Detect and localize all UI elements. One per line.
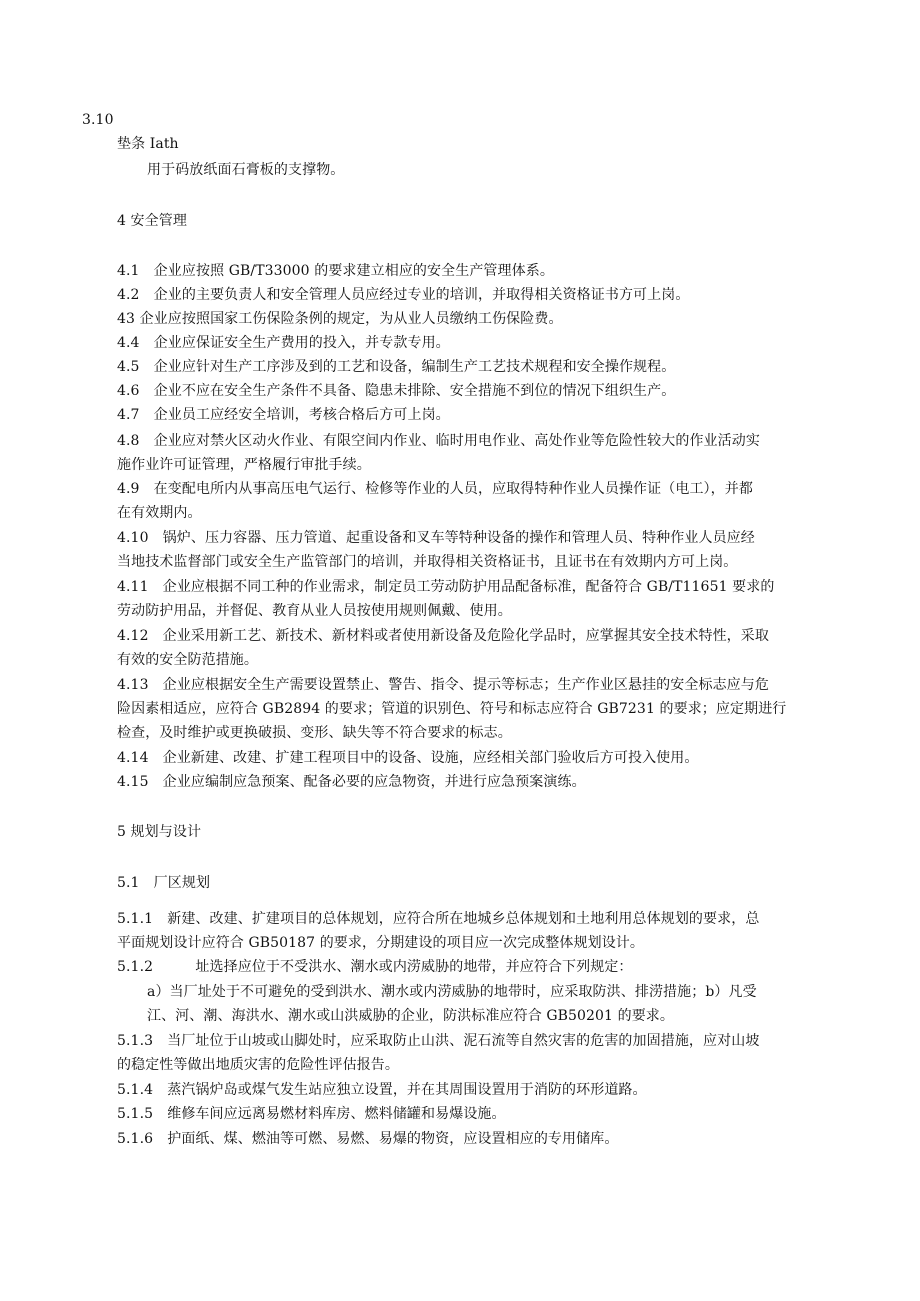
clause-4-13-cont-2: 检查，及时维护或更换破损、变形、缺失等不符合要求的标志。: [117, 725, 512, 741]
clause-4-6: 4.6 企业不应在安全生产条件不具备、隐患未排除、安全措施不到位的情况下组织生产。: [117, 383, 676, 399]
clause-5-1-4: 5.1.4 蒸汽锅炉岛或煤气发生站应独立设置，并在其周围设置用于消防的环形道路。: [117, 1082, 647, 1098]
clause-4-10: 4.10 锅炉、压力容器、压力管道、起重设备和叉车等特种设备的操作和管理人员、特种作业人员应经: [117, 530, 755, 546]
clause-4-7: 4.7 企业员工应经安全培训，考核合格后方可上岗。: [117, 407, 450, 423]
clause-4-10-cont: 当地技术监督部门或安全生产监管部门的培训，并取得相关资格证书，且证书在有效期内方可上岗。: [117, 554, 738, 570]
clause-4-13: 4.13 企业应根据安全生产需要设置禁止、警告、指令、提示等标志；生产作业区悬挂的安全标志应与危: [117, 677, 769, 693]
clause-4-12-cont: 有效的安全防范措施。: [117, 652, 258, 668]
section-4-heading: 4 安全管理: [117, 213, 187, 229]
clause-4-4: 4.4 企业应保证安全生产费用的投入，并专款专用。: [117, 335, 450, 351]
term-definition: 用于码放纸面石膏板的支撑物。: [147, 162, 345, 178]
clause-4-3: 43 企业应按照国家工伤保险条例的规定，为从业人员缴纳工伤保险费。: [117, 311, 563, 327]
clause-5-1-3-cont: 的稳定性等做出地质灾害的危险性评估报告。: [117, 1057, 399, 1073]
subsection-5-1-heading: 5.1 厂区规划: [117, 875, 211, 891]
clause-4-14: 4.14 企业新建、改建、扩建工程项目中的设备、设施，应经相关部门验收后方可投入使用。: [117, 750, 699, 766]
clause-5-1-2-item-b: 江、河、潮、海洪水、潮水或山洪威胁的企业，防洪标准应符合 GB50201 的要求。: [147, 1008, 675, 1024]
term-name: 垫条 Iath: [117, 136, 179, 152]
clause-5-1-3: 5.1.3 当厂址位于山坡或山脚处时，应采取防止山洪、泥石流等自然灾害的危害的加固措施，应对山坡: [117, 1033, 760, 1049]
clause-4-15: 4.15 企业应编制应急预案、配备必要的应急物资，并进行应急预案演练。: [117, 774, 586, 790]
clause-4-8-cont: 施作业许可证管理，严格履行审批手续。: [117, 457, 371, 473]
clause-5-1-1-cont: 平面规划设计应符合 GB50187 的要求，分期建设的项目应一次完成整体规划设计。: [117, 935, 645, 951]
clause-5-1-2-item-a: a）当厂址处于不可避免的受到洪水、潮水或内涝威胁的地带时，应采取防洪、排涝措施；b）凡受: [147, 984, 757, 1000]
clause-4-13-cont-1: 险因素相适应，应符合 GB2894 的要求；管道的识别色、符号和标志应符合 GB7231 的要求；应定期进行: [117, 701, 787, 717]
clause-5-1-5: 5.1.5 维修车间应远离易燃材料库房、燃料储罐和易爆设施。: [117, 1106, 506, 1122]
clause-4-11-cont: 劳动防护用品，并督促、教育从业人员按使用规则佩戴、使用。: [117, 603, 512, 619]
section-5-heading: 5 规划与设计: [117, 824, 202, 840]
clause-4-2: 4.2 企业的主要负责人和安全管理人员应经过专业的培训，并取得相关资格证书方可上岗。: [117, 287, 690, 303]
clause-4-9: 4.9 在变配电所内从事高压电气运行、检修等作业的人员，应取得特种作业人员操作证（电工），并都: [117, 481, 753, 497]
clause-4-9-cont: 在有效期内。: [117, 505, 202, 521]
clause-4-11: 4.11 企业应根据不同工种的作业需求，制定员工劳动防护用品配备标准，配备符合 GB/T11651 要求的: [117, 579, 775, 595]
clause-4-5: 4.5 企业应针对生产工序涉及到的工艺和设备，编制生产工艺技术规程和安全操作规程。: [117, 359, 676, 375]
clause-5-1-6: 5.1.6 护面纸、煤、燃油等可燃、易燃、易爆的物资，应设置相应的专用储库。: [117, 1131, 619, 1147]
clause-5-1-1: 5.1.1 新建、改建、扩建项目的总体规划，应符合所在地城乡总体规划和土地利用总体规划的要求，总: [117, 911, 760, 927]
term-number: 3.10: [82, 112, 114, 128]
clause-5-1-2: 5.1.2 址选择应位于不受洪水、潮水或内涝威胁的地带，并应符合下列规定：: [117, 959, 633, 975]
clause-4-8: 4.8 企业应对禁火区动火作业、有限空间内作业、临时用电作业、高处作业等危险性较大的作业活动实: [117, 433, 760, 449]
clause-4-1: 4.1 企业应按照 GB/T33000 的要求建立相应的安全生产管理体系。: [117, 263, 554, 279]
clause-4-12: 4.12 企业采用新工艺、新技术、新材料或者使用新设备及危险化学品时，应掌握其安全技术特性，采取: [117, 628, 769, 644]
